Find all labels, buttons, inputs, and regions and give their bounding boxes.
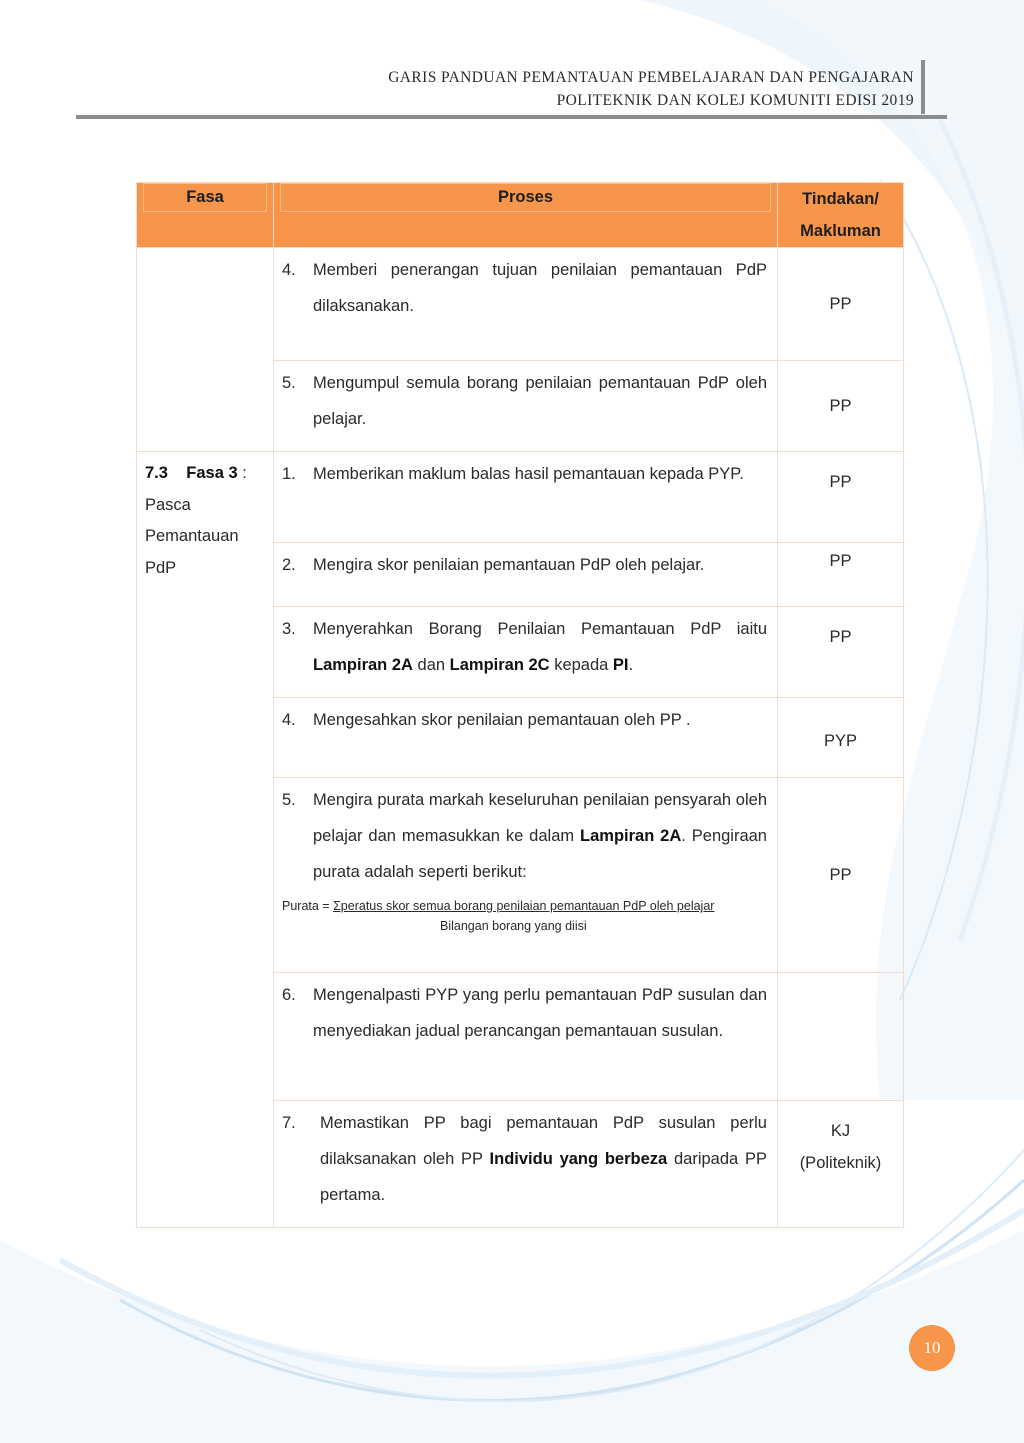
purata-formula: Purata = Σperatus skor semua borang penilaian pemantauan PdP oleh pelajar Bilangan borang yang diisi <box>282 896 767 936</box>
action-cell: PYP <box>778 698 904 778</box>
fasa-3-cell <box>137 452 274 1228</box>
proses-cell: 5. Mengira purata markah keseluruhan penilaian pensyarah oleh pelajar dan memasukkan ke dalam Lampiran 2A. Pengiraan purata adalah seperti berikut: Purata = Σperatus skor semua borang penilaian pemantauan PdP oleh pelajar Bilangan borang yang diisi <box>274 778 778 973</box>
action-cell-empty <box>778 973 904 1101</box>
fasa-3-title: 7.3 Fasa 3 : <box>145 464 247 482</box>
table-row <box>137 248 904 361</box>
header-vertical-bar <box>921 60 925 114</box>
proses-cell: 1. Memberikan maklum balas hasil pemantauan kepada PYP. <box>274 452 778 543</box>
formula-denominator: Bilangan borang yang diisi <box>440 919 587 933</box>
proses-cell: 2. Mengira skor penilaian pemantauan PdP oleh pelajar. <box>274 543 778 607</box>
fasa-3-name: Pasca Pemantauan PdP <box>145 495 239 577</box>
formula-numerator: Σperatus skor semua borang penilaian pemantauan PdP oleh pelajar <box>333 899 715 913</box>
action-cell: PP <box>778 361 904 452</box>
proses-cell: 3. Menyerahkan Borang Penilaian Pemantauan PdP iaitu Lampiran 2A dan Lampiran 2C kepada PI. <box>274 607 778 698</box>
proses-cell: 4. Mengesahkan skor penilaian pemantauan oleh PP . <box>274 698 778 778</box>
proses-cell: 4. Memberi penerangan tujuan penilaian pemantauan PdP dilaksanakan. <box>274 248 778 361</box>
action-cell: PP <box>778 607 904 698</box>
document-header <box>388 66 914 112</box>
table-row <box>137 452 904 543</box>
header-rule <box>76 115 947 119</box>
action-cell: KJ (Politeknik) <box>778 1101 904 1228</box>
header-fasa: Fasa <box>137 183 274 248</box>
header-line-1: GARIS PANDUAN PEMANTAUAN PEMBELAJARAN DAN PENGAJARAN <box>388 69 914 86</box>
header-tindakan-line-1: Tindakan/ <box>802 190 879 208</box>
proses-cell: 5. Mengumpul semula borang penilaian pemantauan PdP oleh pelajar. <box>274 361 778 452</box>
header-tindakan-line-2: Makluman <box>800 222 881 240</box>
fasa-cell-continued <box>137 248 274 452</box>
action-cell: PP <box>778 778 904 973</box>
header-proses: Proses <box>274 183 778 248</box>
action-cell: PP <box>778 543 904 607</box>
proses-cell: 6. Mengenalpasti PYP yang perlu pemantauan PdP susulan dan menyediakan jadual perancangan pemantauan susulan. <box>274 973 778 1101</box>
process-table <box>136 182 904 1228</box>
action-cell: PP <box>778 452 904 543</box>
header-line-2: POLITEKNIK DAN KOLEJ KOMUNITI EDISI 2019 <box>556 92 914 109</box>
header-tindakan <box>778 183 904 248</box>
table-header-row <box>137 183 904 248</box>
action-cell: PP <box>778 248 904 361</box>
proses-cell: 7. Memastikan PP bagi pemantauan PdP susulan perlu dilaksanakan oleh PP Individu yang berbeza daripada PP pertama. <box>274 1101 778 1228</box>
page-number-badge: 10 <box>909 1325 955 1371</box>
